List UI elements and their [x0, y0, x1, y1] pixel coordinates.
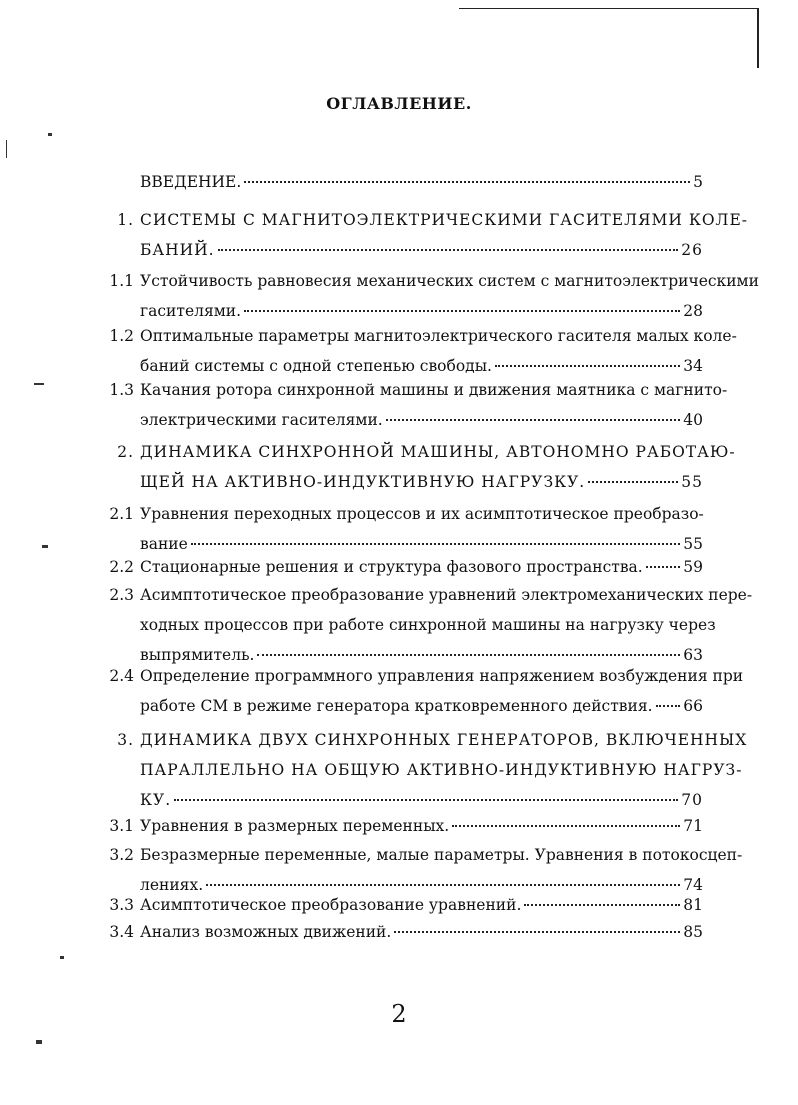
toc-page-number: 5	[693, 173, 703, 191]
toc-entry-number: 2.2	[109, 558, 134, 576]
toc-entry-number: 3.4	[109, 923, 134, 941]
toc-entry-title: Оптимальные параметры магнитоэлектрического гасителя малых коле-	[140, 327, 737, 345]
toc-page-number: 85	[683, 923, 703, 941]
scan-speck	[36, 1040, 42, 1044]
toc-entry-title: КУ.	[140, 791, 172, 809]
toc-entry-number: 2.	[117, 443, 134, 461]
toc-entry-number: 1.1	[109, 272, 134, 290]
toc-page-number: 28	[683, 302, 703, 320]
dot-leader	[244, 181, 690, 183]
toc-entry-title: ВВЕДЕНИЕ.	[140, 173, 242, 191]
toc-entry-title: Качания ротора синхронной машины и движения маятника с магнито-	[140, 381, 728, 399]
toc-entry-number: 3.1	[109, 817, 134, 835]
dot-leader	[656, 705, 681, 707]
toc-entry-title: Асимптотическое преобразование уравнений электромеханических пере-	[140, 586, 753, 604]
dot-leader	[386, 419, 681, 421]
toc-entry-title: ДИНАМИКА СИНХРОННОЙ МАШИНЫ, АВТОНОМНО РАБОТАЮ-	[140, 443, 736, 461]
dot-leader	[174, 799, 678, 801]
toc-entry-title: ПАРАЛЛЕЛЬНО НА ОБЩУЮ АКТИВНО-ИНДУКТИВНУЮ НАГРУЗ-	[140, 761, 743, 779]
toc-page-number: 59	[683, 558, 703, 576]
toc-entry-title: ходных процессов при работе синхронной машины на нагрузку через	[140, 616, 716, 634]
toc-page-number: 40	[683, 411, 703, 429]
toc-entry-title: гасителями.	[140, 302, 242, 320]
dot-leader	[394, 931, 680, 933]
toc-entry-number: 2.4	[109, 667, 134, 685]
toc-entry-number: 3.	[117, 731, 134, 749]
toc-entry-title: Стационарные решения и структура фазового пространства.	[140, 558, 643, 576]
toc-entry-number: 1.2	[109, 327, 134, 345]
dot-leader	[495, 365, 680, 367]
scan-border-line	[459, 8, 759, 9]
toc-entry-title: лениях.	[140, 876, 204, 894]
scan-speck	[34, 383, 44, 385]
toc-entry-title: баний системы с одной степенью свободы.	[140, 357, 492, 375]
toc-page-number: 81	[683, 896, 703, 914]
toc-page-number: 74	[683, 876, 703, 894]
toc-entry-title: Анализ возможных движений.	[140, 923, 392, 941]
page-number: 2	[391, 1000, 407, 1028]
toc-entry-title: вание	[140, 535, 188, 553]
toc-entry-title: Асимптотическое преобразование уравнений.	[140, 896, 522, 914]
toc-page-number: 34	[683, 357, 703, 375]
toc-entry-title: БАНИЙ.	[140, 241, 215, 259]
dot-leader	[218, 249, 679, 251]
toc-entry-number: 3.2	[109, 846, 134, 864]
dot-leader	[646, 566, 681, 568]
dot-leader	[206, 884, 680, 886]
toc-entry-number: 1.	[117, 211, 134, 229]
toc-entry-number: 2.3	[109, 586, 134, 604]
toc-entry-title: Устойчивость равновесия механических систем с магнитоэлектрическими	[140, 272, 759, 290]
scan-speck	[60, 956, 64, 959]
toc-entry-number: 2.1	[109, 505, 134, 523]
toc-page-number: 66	[683, 697, 703, 715]
toc-entry-title: работе СМ в режиме генератора кратковременного действия.	[140, 697, 653, 715]
toc-entry-title: Уравнения переходных процессов и их асимптотическое преобразо-	[140, 505, 704, 523]
toc-entry-title: ДИНАМИКА ДВУХ СИНХРОННЫХ ГЕНЕРАТОРОВ, ВКЛЮЧЕННЫХ	[140, 731, 748, 749]
toc-page-number: 26	[681, 241, 703, 259]
toc-page-number: 70	[681, 791, 703, 809]
toc-entry-title: электрическими гасителями.	[140, 411, 383, 429]
scan-speck	[48, 133, 52, 136]
scan-speck	[42, 545, 48, 548]
page-title: ОГЛАВЛЕНИЕ.	[326, 94, 472, 113]
toc-entry-title: ЩЕЙ НА АКТИВНО-ИНДУКТИВНУЮ НАГРУЗКУ.	[140, 473, 586, 491]
toc-entry-number: 3.3	[109, 896, 134, 914]
toc-entry-title: СИСТЕМЫ С МАГНИТОЭЛЕКТРИЧЕСКИМИ ГАСИТЕЛЯМИ КОЛЕ-	[140, 211, 749, 229]
dot-leader	[588, 481, 678, 483]
scan-speck	[6, 140, 7, 158]
toc-page-number: 63	[683, 646, 703, 664]
toc-entry-title: Безразмерные переменные, малые параметры. Уравнения в потокосцеп-	[140, 846, 743, 864]
toc-page-number: 55	[681, 473, 703, 491]
dot-leader	[257, 654, 680, 656]
toc-entry-title: Уравнения в размерных переменных.	[140, 817, 450, 835]
toc-entry-number: 1.3	[109, 381, 134, 399]
dot-leader	[244, 310, 680, 312]
toc-page-number: 55	[683, 535, 703, 553]
dot-leader	[191, 543, 680, 545]
scan-border-line	[757, 8, 759, 68]
dot-leader	[452, 825, 680, 827]
dot-leader	[524, 904, 680, 906]
toc-entry-title: Определение программного управления напряжением возбуждения при	[140, 667, 744, 685]
toc-page-number: 71	[683, 817, 703, 835]
toc-entry-title: выпрямитель.	[140, 646, 255, 664]
